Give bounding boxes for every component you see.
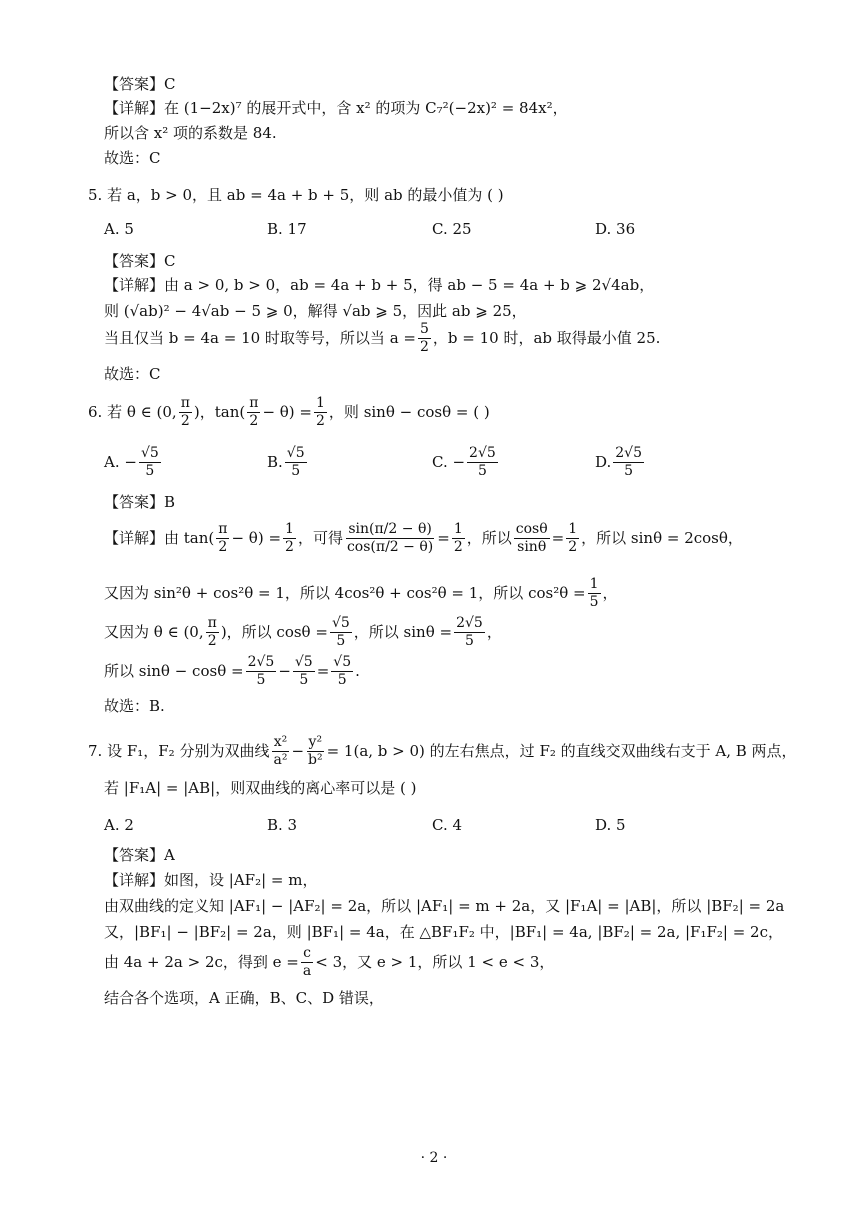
frac-den: 2	[316, 412, 325, 429]
q7-answer: 【答案】A	[104, 846, 175, 864]
frac-num: π	[249, 395, 259, 411]
q4-detail: 【详解】在 (1−2x)⁷ 的展开式中，含 x² 的项为 C₇²(−2x)² = 84x²，	[104, 99, 568, 117]
text: 【详解】由 tan(	[104, 528, 215, 547]
frac-den: 2	[249, 412, 259, 429]
text: )，所以 cosθ =	[220, 622, 328, 641]
q5-detail-line1: 【详解】由 a > 0, b > 0，ab = 4a + b + 5，得 ab − 5 = 4a + b ⩾ 2√4ab，	[104, 276, 655, 294]
q5-choice-c: C. 25	[432, 220, 472, 238]
fraction	[331, 655, 353, 687]
2root5-over-5	[454, 616, 485, 648]
y2-over-b2	[306, 735, 325, 767]
root5-over-5	[330, 616, 352, 648]
text: =	[437, 528, 450, 547]
frac-den: 2	[453, 538, 463, 555]
choice-fraction	[285, 446, 307, 478]
q7-choices	[104, 816, 704, 856]
frac-den: a²	[273, 751, 288, 768]
text: ，可得	[297, 528, 343, 547]
frac-den: 2	[207, 632, 217, 649]
frac-den: 5	[589, 593, 599, 610]
q7-detail-line5: 结合各个选项，A 正确，B、C、D 错误，	[104, 989, 384, 1007]
text: < 3，又 e > 1，所以 1 < e < 3，	[315, 952, 555, 971]
frac-num: y²	[308, 734, 323, 750]
q7-choice-c: C. 4	[432, 816, 463, 834]
text: ，	[602, 583, 618, 602]
q6-answer: 【答案】B	[104, 493, 176, 511]
q7-detail-line2: 由双曲线的定义知 |AF₁| − |AF₂| = 2a，所以 |AF₁| = m + 2a，又 |F₁A| = |AB|，所以 |BF₂| = 2a	[104, 897, 785, 915]
frac-den: 5	[464, 632, 474, 649]
q6-stem	[88, 396, 490, 428]
frac-den: 5	[299, 671, 309, 688]
choice-label: D.	[595, 453, 612, 472]
frac-num: π	[207, 615, 217, 631]
q6-stem-pi-over-2b	[247, 396, 260, 428]
cos-over-sin	[514, 522, 550, 554]
text: 7. 设 F₁，F₂ 分别为双曲线	[88, 741, 270, 760]
q6-detail-line1	[104, 522, 743, 554]
q6-choice-a	[104, 446, 163, 478]
half	[452, 522, 465, 554]
q6-stem-part: ，则 sinθ − cosθ = ( )	[328, 402, 490, 421]
pi-over-2	[206, 616, 219, 648]
frac-num: 1	[453, 521, 463, 537]
frac-den: 2	[285, 538, 294, 555]
choice-fraction	[613, 446, 644, 478]
frac-num: 1	[568, 521, 578, 537]
q4-detail-line2: 所以含 x² 项的系数是 84.	[104, 124, 277, 142]
frac-den: cos(π/2 − θ)	[346, 538, 434, 555]
q6-choice-c	[432, 446, 500, 478]
frac-den: 2	[180, 412, 190, 429]
frac-num: 2√5	[615, 445, 643, 461]
frac-num: √5	[294, 654, 313, 670]
q6-detail-line2	[104, 577, 618, 609]
q4-answer: 【答案】C	[104, 75, 176, 93]
q4-choose: 故选：C	[104, 149, 161, 167]
frac-num: √5	[333, 654, 352, 670]
frac-den: 5	[477, 462, 487, 479]
q7-detail-line1: 【详解】如图，设 |AF₂| = m，	[104, 871, 318, 889]
q7-choice-b: B. 3	[267, 816, 298, 834]
frac-den: 2	[218, 538, 228, 555]
q7-choice-a: A. 2	[104, 816, 134, 834]
q6-choices	[104, 446, 704, 486]
frac-den: 2	[568, 538, 578, 555]
q6-choice-d	[595, 446, 646, 478]
frac-num: √5	[331, 615, 350, 631]
q5-choices	[104, 220, 704, 260]
q6-choice-b	[267, 446, 309, 478]
q5-choice-d: D. 36	[595, 220, 636, 238]
frac-num: 2√5	[469, 445, 496, 461]
q5-answer: 【答案】C	[104, 252, 176, 270]
frac-num: x²	[273, 734, 288, 750]
frac-num: 1	[316, 395, 325, 411]
q6-stem-part: − θ) =	[262, 402, 312, 421]
text: 又因为 sin²θ + cos²θ = 1，所以 4cos²θ + cos²θ = 1，所以 cos²θ =	[104, 583, 586, 602]
frac-den: 5	[291, 462, 301, 479]
q5-l3-text-b: ，b = 10 时，ab 取得最小值 25.	[432, 328, 661, 347]
frac-den: 5	[337, 671, 347, 688]
sin-over-cos	[345, 522, 435, 554]
fraction	[293, 655, 315, 687]
frac-num: √5	[140, 445, 159, 461]
frac-den: 5	[336, 632, 346, 649]
text: 由 4a + 2a > 2c，得到 e =	[104, 952, 299, 971]
q5-l3-fraction	[418, 322, 431, 354]
q6-stem-half	[314, 396, 327, 428]
text: =	[551, 528, 565, 547]
q5-choose: 故选：C	[104, 365, 161, 383]
text: = 1(a, b > 0) 的左右焦点，过 F₂ 的直线交双曲线右支于 A, B 两点，	[326, 741, 797, 760]
frac-den: 5	[624, 462, 634, 479]
frac-num: 2√5	[247, 654, 275, 670]
text: 所以 sinθ − cosθ =	[104, 661, 244, 680]
choice-label: A. −	[104, 453, 137, 472]
text: =	[316, 661, 330, 680]
page-number: · 2 ·	[420, 1150, 448, 1166]
text: .	[355, 661, 360, 680]
frac-num: 5	[419, 321, 429, 337]
text: ，所以 sinθ =	[353, 622, 453, 641]
q6-detail-line4	[104, 655, 360, 687]
q5-detail-line2: 则 (√ab)² − 4√ab − 5 ⩾ 0，解得 √ab ⩾ 5，因此 ab ⩾ 25，	[104, 302, 527, 320]
text: ，所以 sinθ = 2cosθ，	[581, 528, 743, 547]
x2-over-a2	[271, 735, 289, 767]
q5-choice-a: A. 5	[104, 220, 134, 238]
q5-choice-b: B. 17	[267, 220, 307, 238]
frac-den: sinθ	[517, 538, 547, 555]
half	[566, 522, 579, 554]
frac-den: a	[302, 962, 312, 979]
q6-stem-part: 6. 若 θ ∈ (0,	[88, 402, 177, 421]
c-over-a	[301, 946, 313, 978]
q7-detail-line4	[104, 946, 554, 978]
q5-detail-line3	[104, 322, 660, 354]
pi-over-2	[216, 522, 229, 554]
choice-label: C. −	[432, 453, 466, 472]
frac-num: sin(π/2 − θ)	[348, 521, 432, 537]
text: 又因为 θ ∈ (0,	[104, 622, 204, 641]
text: ，	[486, 622, 502, 641]
half	[283, 522, 296, 554]
frac-num: 1	[589, 576, 599, 592]
q6-stem-part: )，tan(	[193, 402, 246, 421]
text: − θ) =	[231, 528, 282, 547]
q6-detail-line3	[104, 616, 502, 648]
choice-label: B.	[267, 453, 283, 472]
q5-l3-text-a: 当且仅当 b = 4a = 10 时取等号，所以当 a =	[104, 328, 416, 347]
frac-num: √5	[286, 445, 305, 461]
text: −	[278, 661, 291, 680]
frac-den: 2	[419, 338, 429, 355]
frac-num: π	[180, 395, 190, 411]
choice-fraction	[139, 446, 161, 478]
one-fifth	[588, 577, 601, 609]
q7-stem-line2: 若 |F₁A| = |AB|，则双曲线的离心率可以是 ( )	[104, 779, 417, 797]
frac-num: cosθ	[515, 521, 548, 537]
choice-fraction	[467, 446, 498, 478]
q7-choice-d: D. 5	[595, 816, 626, 834]
text: ，所以	[466, 528, 512, 547]
frac-num: 2√5	[456, 615, 483, 631]
q7-detail-line3: 又，|BF₁| − |BF₂| = 2a，则 |BF₁| = 4a，在 △BF₁F₂ 中，|BF₁| = 4a, |BF₂| = 2a, |F₁F₂| = 2c，	[104, 923, 783, 941]
text: −	[291, 741, 305, 760]
frac-den: b²	[308, 751, 323, 768]
frac-den: 5	[256, 671, 266, 688]
frac-den: 5	[145, 462, 155, 479]
q6-choose: 故选：B.	[104, 697, 165, 715]
frac-num: c	[303, 945, 311, 961]
fraction	[246, 655, 277, 687]
q7-stem	[88, 735, 797, 767]
q5-stem: 5. 若 a，b > 0，且 ab = 4a + b + 5，则 ab 的最小值为 ( )	[88, 186, 504, 204]
frac-num: π	[218, 521, 228, 537]
q6-stem-pi-over-2	[179, 396, 192, 428]
frac-num: 1	[285, 521, 294, 537]
